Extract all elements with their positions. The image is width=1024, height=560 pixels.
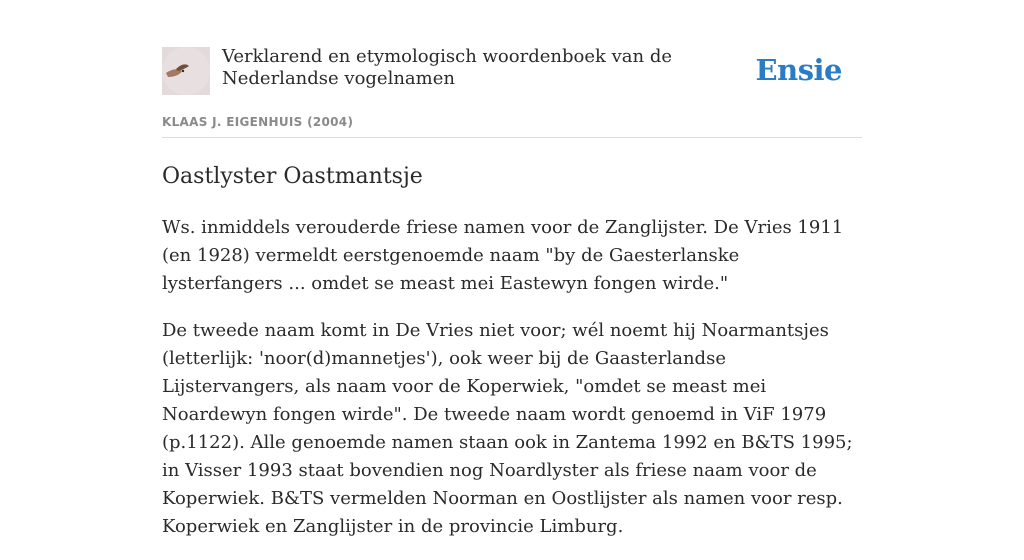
book-cover-avatar[interactable] [162, 47, 210, 95]
header [162, 46, 862, 96]
book-title[interactable]: Verklarend en etymologisch woordenboek van de Nederlandse vogelnamen [222, 46, 673, 89]
entry-title: Oastlyster Oastmantsje [162, 164, 423, 189]
divider [162, 137, 862, 138]
bird-icon [162, 47, 210, 95]
entry-paragraph: De tweede naam komt in De Vries niet voor; wél noemt hij Noarmantsjes (letterlijk: 'noor(d)mannetjes'), ook weer bij de Gaasterlandse Lijstervangers, als naam voor de Koperwiek, "omdet se meast mei Noardewyn fongen wirde". De tweede naam wordt genoemd in ViF 1979 (p.1122). Alle genoemde namen staan ook in Zantema 1992 en B&TS 1995; in Visser 1993 staat bovendien nog Noardlyster als friese naam voor de Koperwiek. B&TS vermelden Noorman en Oostlijster als namen voor resp. Koperwiek en Zanglijster in de provincie Limburg. [162, 320, 853, 537]
entry-body [162, 214, 862, 560]
ensie-logo[interactable]: Ensie [755, 53, 842, 87]
entry-paragraph: Ws. inmiddels verouderde friese namen voor de Zanglijster. De Vries 1911 (en 1928) vermeldt eerstgenoemde naam "by de Gaesterlanske lysterfangers ... omdet se meast mei Eastewyn fongen wirde." [162, 217, 844, 294]
author-line[interactable]: KLAAS J. EIGENHUIS (2004) [162, 115, 354, 129]
